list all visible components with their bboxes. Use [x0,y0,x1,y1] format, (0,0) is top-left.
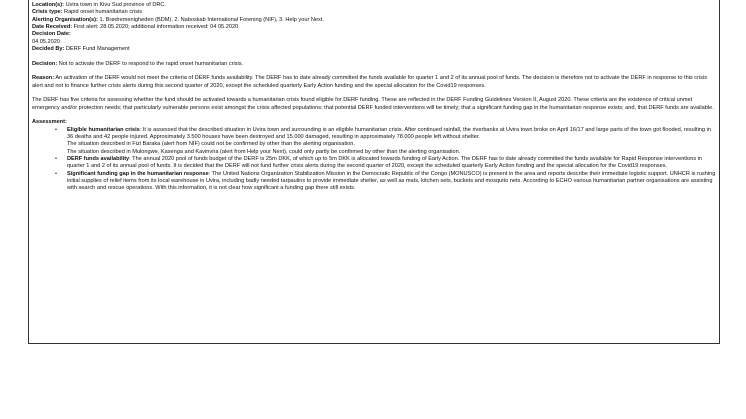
assessment-item-funding-gap [55,170,716,193]
meta-block [32,2,716,53]
meta-value: First alert: 28.05.2020; additional information received: 04 05.2020 [72,24,239,31]
meta-decision-date [32,31,716,38]
document-page [28,0,720,419]
assessment-item-extra: The situation described in Fizi Baraka (alert from NIF) could not be confirmed by other than the alerting organisation. [67,141,355,148]
meta-label: Location(s): [32,2,65,8]
meta-label: Date Received: [32,24,73,31]
assessment-item-eligible [55,126,716,156]
assessment-item-extra: The situation described in Mulongwe, Kasenga and Kavinvira (alert from Help your Next), could only partly be confirmed by other than the alerting organisation. [67,148,461,155]
decision-record-box [28,0,720,344]
meta-decided-by [32,46,716,53]
meta-value: 04 05.2020 [32,38,60,45]
assessment-item-label: DERF funds availability [67,156,130,163]
reason-label: Reason: [32,75,55,82]
criteria-paragraph: The DERF has five criteria for assessing whether the fund should be activated towards a humanitarian crisis found eligible for DERF funding. These are reflected in the DERF Funding Guidelines Version II, August 2020. These criteria are the existence of critical unmet emergency and/or protection needs; that particularly vulnerable persons exist amongst the crisis affected populations; that potential DERF funded interventions will be timely; that a significant funding gap in the humanitarian response exists; and, that DERF funds are available. [32,97,714,111]
decision-paragraph [32,61,716,68]
meta-label: Alerting Organisation(s): [32,16,98,23]
assessment-item-label: Eligible humanitarian crisis [67,126,140,133]
assessment-item-text: : The United Nations Organization Stabilization Mission in the Democratic Republic of the Congo (MONUSCO) is present in the area and reports describe their immediate logistic support. UNHCR is rushing initial supplies of relief items from its local warehouse in Uvira, including badly needed tarpaulins to provide immediate shelter, as well as mats, kitchen sets, buckets and mosquito nets. According to ECHO various humanitarian partner organisations are assisting with search and rescue operations. With this information, it is not clear how significant a funding gap there still exists. [67,170,716,192]
assessment-heading [32,119,716,126]
bullet-icon: • [55,126,57,133]
meta-label: Crisis type: [32,9,63,16]
assessment-item-text: : The annual 2020 pool of funds budget of the DERF is 25m DKK, of which up to 5m DKK is allocated towards funding of Early Action. The DERF has to date already committed the funds available for Rapid Response interventions in quarter 1 and 2 of its annual pool of funds. It is decided that the DERF will not fund further crisis alerts during the second quarter of 2020, except the scheduled quarterly Early Action funding and the special allocation for the Covid19 responses. [67,156,703,170]
bullet-icon: • [55,156,57,163]
meta-decision-date-value [32,39,716,46]
meta-value: 1. Brødremenigheden (BDM), 2. Naboskab International Forening (NIF), 3. Help your Next. [97,16,324,23]
assessment-item-label: Significant funding gap in the humanitarian response [67,170,209,177]
meta-alerting-orgs [32,17,716,24]
assessment-item-text: : It is assessed that the described situation in Uvira town and surrounding is an eligible humanitarian crisis. After continued rainfall, the riverbanks at Uvira town broke on April 16/17 and large parts of the town got flooded, resulting in 36 deaths and 42 people injured. Approximately 3.500 houses have been destroyed and 15.000 damaged, resulting in approximately 78.000 people left without shelter. [67,126,711,140]
meta-label: Decided By: [32,46,65,53]
meta-label: Decision Date: [32,31,71,38]
meta-crisis-type [32,9,716,16]
assessment-list [32,127,716,193]
assessment-heading-text: Assessment: [32,119,67,126]
decision-text: Not to activate the DERF to respond to the rapid onset humanitarian crisis. [57,60,244,67]
decision-label: Decision: [32,60,58,67]
assessment-item-funds [55,156,716,171]
bullet-icon: • [55,170,57,177]
reason-text: An activation of the DERF would not meet the criteria of DERF funds availability. The DERF has to date already committed the funds available for quarter 1 and 2 of its annual pool of funds. The decision is therefore not to activate the DERF in response to this crisis alert and not to finance further crisis alerts during this second quarter of 2020, except the scheduled quarterly Early Action funding and the special allocation for the Covid19 responses. [32,75,708,89]
meta-date-received [32,24,716,31]
meta-location [32,2,716,9]
meta-value: Rapid onset humanitarian crisis [62,9,143,16]
meta-value: DERF Fund Management [64,46,130,53]
reason-paragraph [32,75,716,90]
meta-value: Uvira town in Kivu Sud province of DRC. [64,2,166,8]
